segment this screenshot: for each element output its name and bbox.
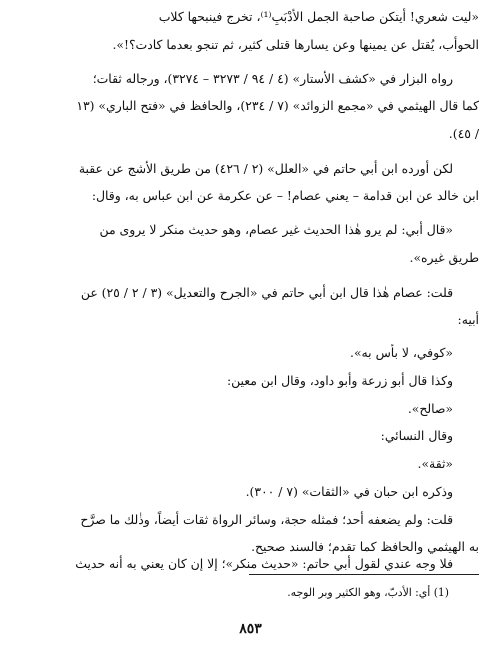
text-line-14: «صالح». (407, 401, 453, 416)
text-line-19: به الهيثمي والحافظ كما تقدم؛ فالسند صحيح. (251, 539, 479, 554)
text-line-7: ابن خالد عن ابن قدامة – يعني عصام! – عن عكرمة عن ابن عباس به، وقال: (91, 188, 479, 203)
text-line-2: الحوأب، يُقتل عن يمينها وعن يسارها قتلى كثير، ثم تنجو بعدما كادت؟!». (112, 37, 479, 52)
text-line-9: طريق غيره». (409, 250, 479, 265)
footnote: (1) أي: الأدبّ، وهو الكثير وبر الوجه. (287, 586, 449, 599)
text-line-8: «قال أبي: لم يرو هٰذا الحديث غير عصام، وهو حديث منكر لا يروى من (99, 222, 453, 237)
text-line-16: «ثقة». (417, 456, 453, 471)
text-line-17: وذكره ابن حبان في «الثقات» (٧ / ٣٠٠). (245, 484, 453, 499)
text-line-1: «ليت شعري! أيتكن صاحبة الجمل الأدْبَبِ⁽¹⁾، تخرج فينبحها كلاب (158, 9, 479, 24)
text-line-15: وقال النسائي: (380, 428, 453, 443)
text-line-3: رواه البزار في «كشف الأستار» (٤ / ٩٤ / ٣٢٧٣ – ٣٢٧٤)، ورجاله ثقات؛ (92, 71, 453, 86)
footnote-separator (249, 574, 479, 575)
text-line-13: وكذا قال أبو زرعة وأبو داود، وقال ابن معين: (226, 373, 453, 388)
text-line-18: قلت: ولم يضعفه أحد؛ فمثله حجة، وسائر الرواة ثقات أيضاً، وذٰلك ما صرَّح (80, 512, 453, 527)
page-number: ٨٥٣ (239, 621, 262, 637)
text-line-11: أبيه: (457, 312, 479, 327)
text-line-5: / ٤٥). (448, 126, 479, 141)
text-line-6: لكن أورده ابن أبي حاتم في «العلل» (٢ / ٤٢٦) من طريق الأشج عن عقبة (78, 161, 453, 176)
text-line-20: فلا وجه عندي لقول أبي حاتم: «حديث منكر»؛ إلا إن كان يعني به أنه حديث (75, 556, 453, 571)
text-line-10: قلت: عصام هٰذا قال ابن أبي حاتم في «الجرح والتعديل» (٣ / ٢ / ٢٥) عن (80, 285, 453, 300)
text-line-4: كما قال الهيثمي في «مجمع الزوائد» (٧ / ٢٣٤)، والحافظ في «فتح الباري» (١٣ (76, 98, 479, 113)
text-line-12: «كوفي، لا بأس به». (350, 345, 453, 360)
